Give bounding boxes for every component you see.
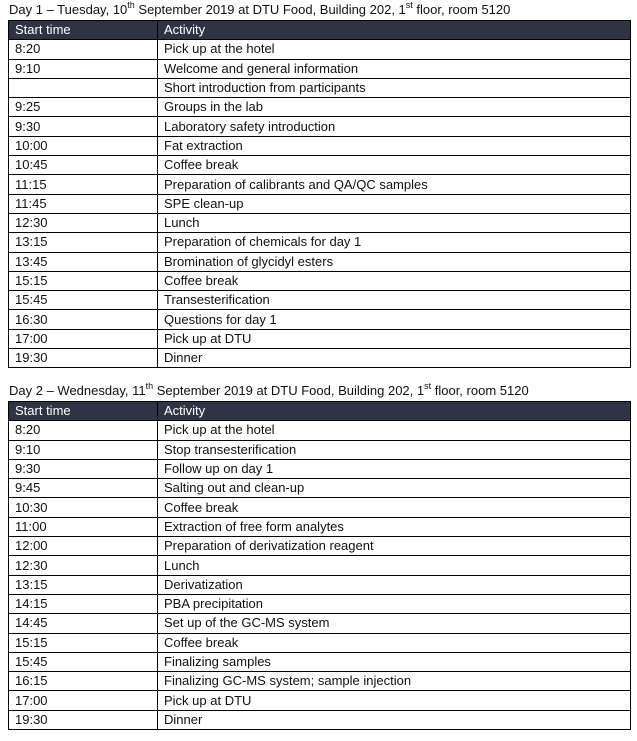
start-time-cell: 13:15 <box>9 575 158 594</box>
table-row <box>9 349 631 368</box>
start-time-cell: 9:25 <box>9 98 158 117</box>
table-row <box>9 271 631 290</box>
table-header-row <box>9 402 631 421</box>
table-row <box>9 291 631 310</box>
activity-cell: Coffee break <box>158 271 631 290</box>
column-header-activity: Activity <box>158 21 631 40</box>
start-time-cell: 9:45 <box>9 479 158 498</box>
activity-cell: Pick up at the hotel <box>158 421 631 440</box>
day2-schedule-table <box>8 401 631 730</box>
activity-cell: Pick up at the hotel <box>158 40 631 59</box>
activity-cell: Fat extraction <box>158 136 631 155</box>
activity-cell: Welcome and general information <box>158 59 631 78</box>
start-time-cell: 8:20 <box>9 421 158 440</box>
column-header-start-time: Start time <box>9 21 158 40</box>
table-row <box>9 652 631 671</box>
table-row <box>9 556 631 575</box>
activity-cell: Set up of the GC-MS system <box>158 614 631 633</box>
activity-cell: Dinner <box>158 349 631 368</box>
activity-cell: Coffee break <box>158 633 631 652</box>
start-time-cell: 9:30 <box>9 459 158 478</box>
activity-cell: Finalizing samples <box>158 652 631 671</box>
activity-cell: Follow up on day 1 <box>158 459 631 478</box>
start-time-cell: 17:00 <box>9 329 158 348</box>
table-row <box>9 672 631 691</box>
day1-schedule-table <box>8 20 631 368</box>
start-time-cell <box>9 78 158 97</box>
start-time-cell: 12:30 <box>9 213 158 232</box>
table-row <box>9 691 631 710</box>
start-time-cell: 15:45 <box>9 652 158 671</box>
activity-cell: Lunch <box>158 556 631 575</box>
start-time-cell: 15:45 <box>9 291 158 310</box>
table-row <box>9 252 631 271</box>
table-row <box>9 194 631 213</box>
activity-cell: Preparation of chemicals for day 1 <box>158 233 631 252</box>
activity-cell: Pick up at DTU <box>158 691 631 710</box>
table-row <box>9 233 631 252</box>
table-row <box>9 98 631 117</box>
table-row <box>9 517 631 536</box>
start-time-cell: 11:00 <box>9 517 158 536</box>
day1-heading: Day 1 – Tuesday, 10th September 2019 at DTU Food, Building 202, 1st floor, room 5120 <box>9 0 511 17</box>
start-time-cell: 9:10 <box>9 59 158 78</box>
start-time-cell: 11:45 <box>9 194 158 213</box>
activity-cell: Extraction of free form analytes <box>158 517 631 536</box>
activity-cell: Questions for day 1 <box>158 310 631 329</box>
activity-cell: Coffee break <box>158 498 631 517</box>
start-time-cell: 9:30 <box>9 117 158 136</box>
start-time-cell: 15:15 <box>9 633 158 652</box>
activity-cell: Transesterification <box>158 291 631 310</box>
activity-cell: Dinner <box>158 710 631 729</box>
start-time-cell: 9:10 <box>9 440 158 459</box>
activity-cell: Preparation of calibrants and QA/QC samples <box>158 175 631 194</box>
activity-cell: PBA precipitation <box>158 594 631 613</box>
table-row <box>9 40 631 59</box>
start-time-cell: 16:15 <box>9 672 158 691</box>
table-row <box>9 117 631 136</box>
activity-cell: Laboratory safety introduction <box>158 117 631 136</box>
activity-cell: Coffee break <box>158 156 631 175</box>
day2-heading: Day 2 – Wednesday, 11th September 2019 at DTU Food, Building 202, 1st floor, room 5120 <box>9 380 529 398</box>
day2-section <box>8 381 631 730</box>
activity-cell: SPE clean-up <box>158 194 631 213</box>
activity-cell: Derivatization <box>158 575 631 594</box>
table-row <box>9 440 631 459</box>
start-time-cell: 13:45 <box>9 252 158 271</box>
start-time-cell: 10:30 <box>9 498 158 517</box>
start-time-cell: 13:15 <box>9 233 158 252</box>
table-row <box>9 78 631 97</box>
table-header-row <box>9 21 631 40</box>
activity-cell: Pick up at DTU <box>158 329 631 348</box>
start-time-cell: 8:20 <box>9 40 158 59</box>
start-time-cell: 14:15 <box>9 594 158 613</box>
start-time-cell: 11:15 <box>9 175 158 194</box>
start-time-cell: 15:15 <box>9 271 158 290</box>
table-row <box>9 594 631 613</box>
table-row <box>9 213 631 232</box>
activity-cell: Stop transesterification <box>158 440 631 459</box>
table-row <box>9 537 631 556</box>
column-header-start-time: Start time <box>9 402 158 421</box>
activity-cell: Groups in the lab <box>158 98 631 117</box>
table-row <box>9 479 631 498</box>
table-row <box>9 175 631 194</box>
start-time-cell: 12:00 <box>9 537 158 556</box>
table-row <box>9 421 631 440</box>
activity-cell: Bromination of glycidyl esters <box>158 252 631 271</box>
day1-section <box>8 0 631 368</box>
start-time-cell: 17:00 <box>9 691 158 710</box>
table-row <box>9 710 631 729</box>
activity-cell: Preparation of derivatization reagent <box>158 537 631 556</box>
column-header-activity: Activity <box>158 402 631 421</box>
table-row <box>9 459 631 478</box>
start-time-cell: 16:30 <box>9 310 158 329</box>
table-row <box>9 136 631 155</box>
start-time-cell: 19:30 <box>9 349 158 368</box>
start-time-cell: 10:45 <box>9 156 158 175</box>
activity-cell: Salting out and clean-up <box>158 479 631 498</box>
table-row <box>9 156 631 175</box>
table-row <box>9 614 631 633</box>
table-row <box>9 329 631 348</box>
activity-cell: Short introduction from participants <box>158 78 631 97</box>
start-time-cell: 19:30 <box>9 710 158 729</box>
activity-cell: Lunch <box>158 213 631 232</box>
table-row <box>9 310 631 329</box>
start-time-cell: 12:30 <box>9 556 158 575</box>
table-row <box>9 498 631 517</box>
table-row <box>9 59 631 78</box>
start-time-cell: 14:45 <box>9 614 158 633</box>
activity-cell: Finalizing GC-MS system; sample injection <box>158 672 631 691</box>
table-row <box>9 633 631 652</box>
table-row <box>9 575 631 594</box>
start-time-cell: 10:00 <box>9 136 158 155</box>
